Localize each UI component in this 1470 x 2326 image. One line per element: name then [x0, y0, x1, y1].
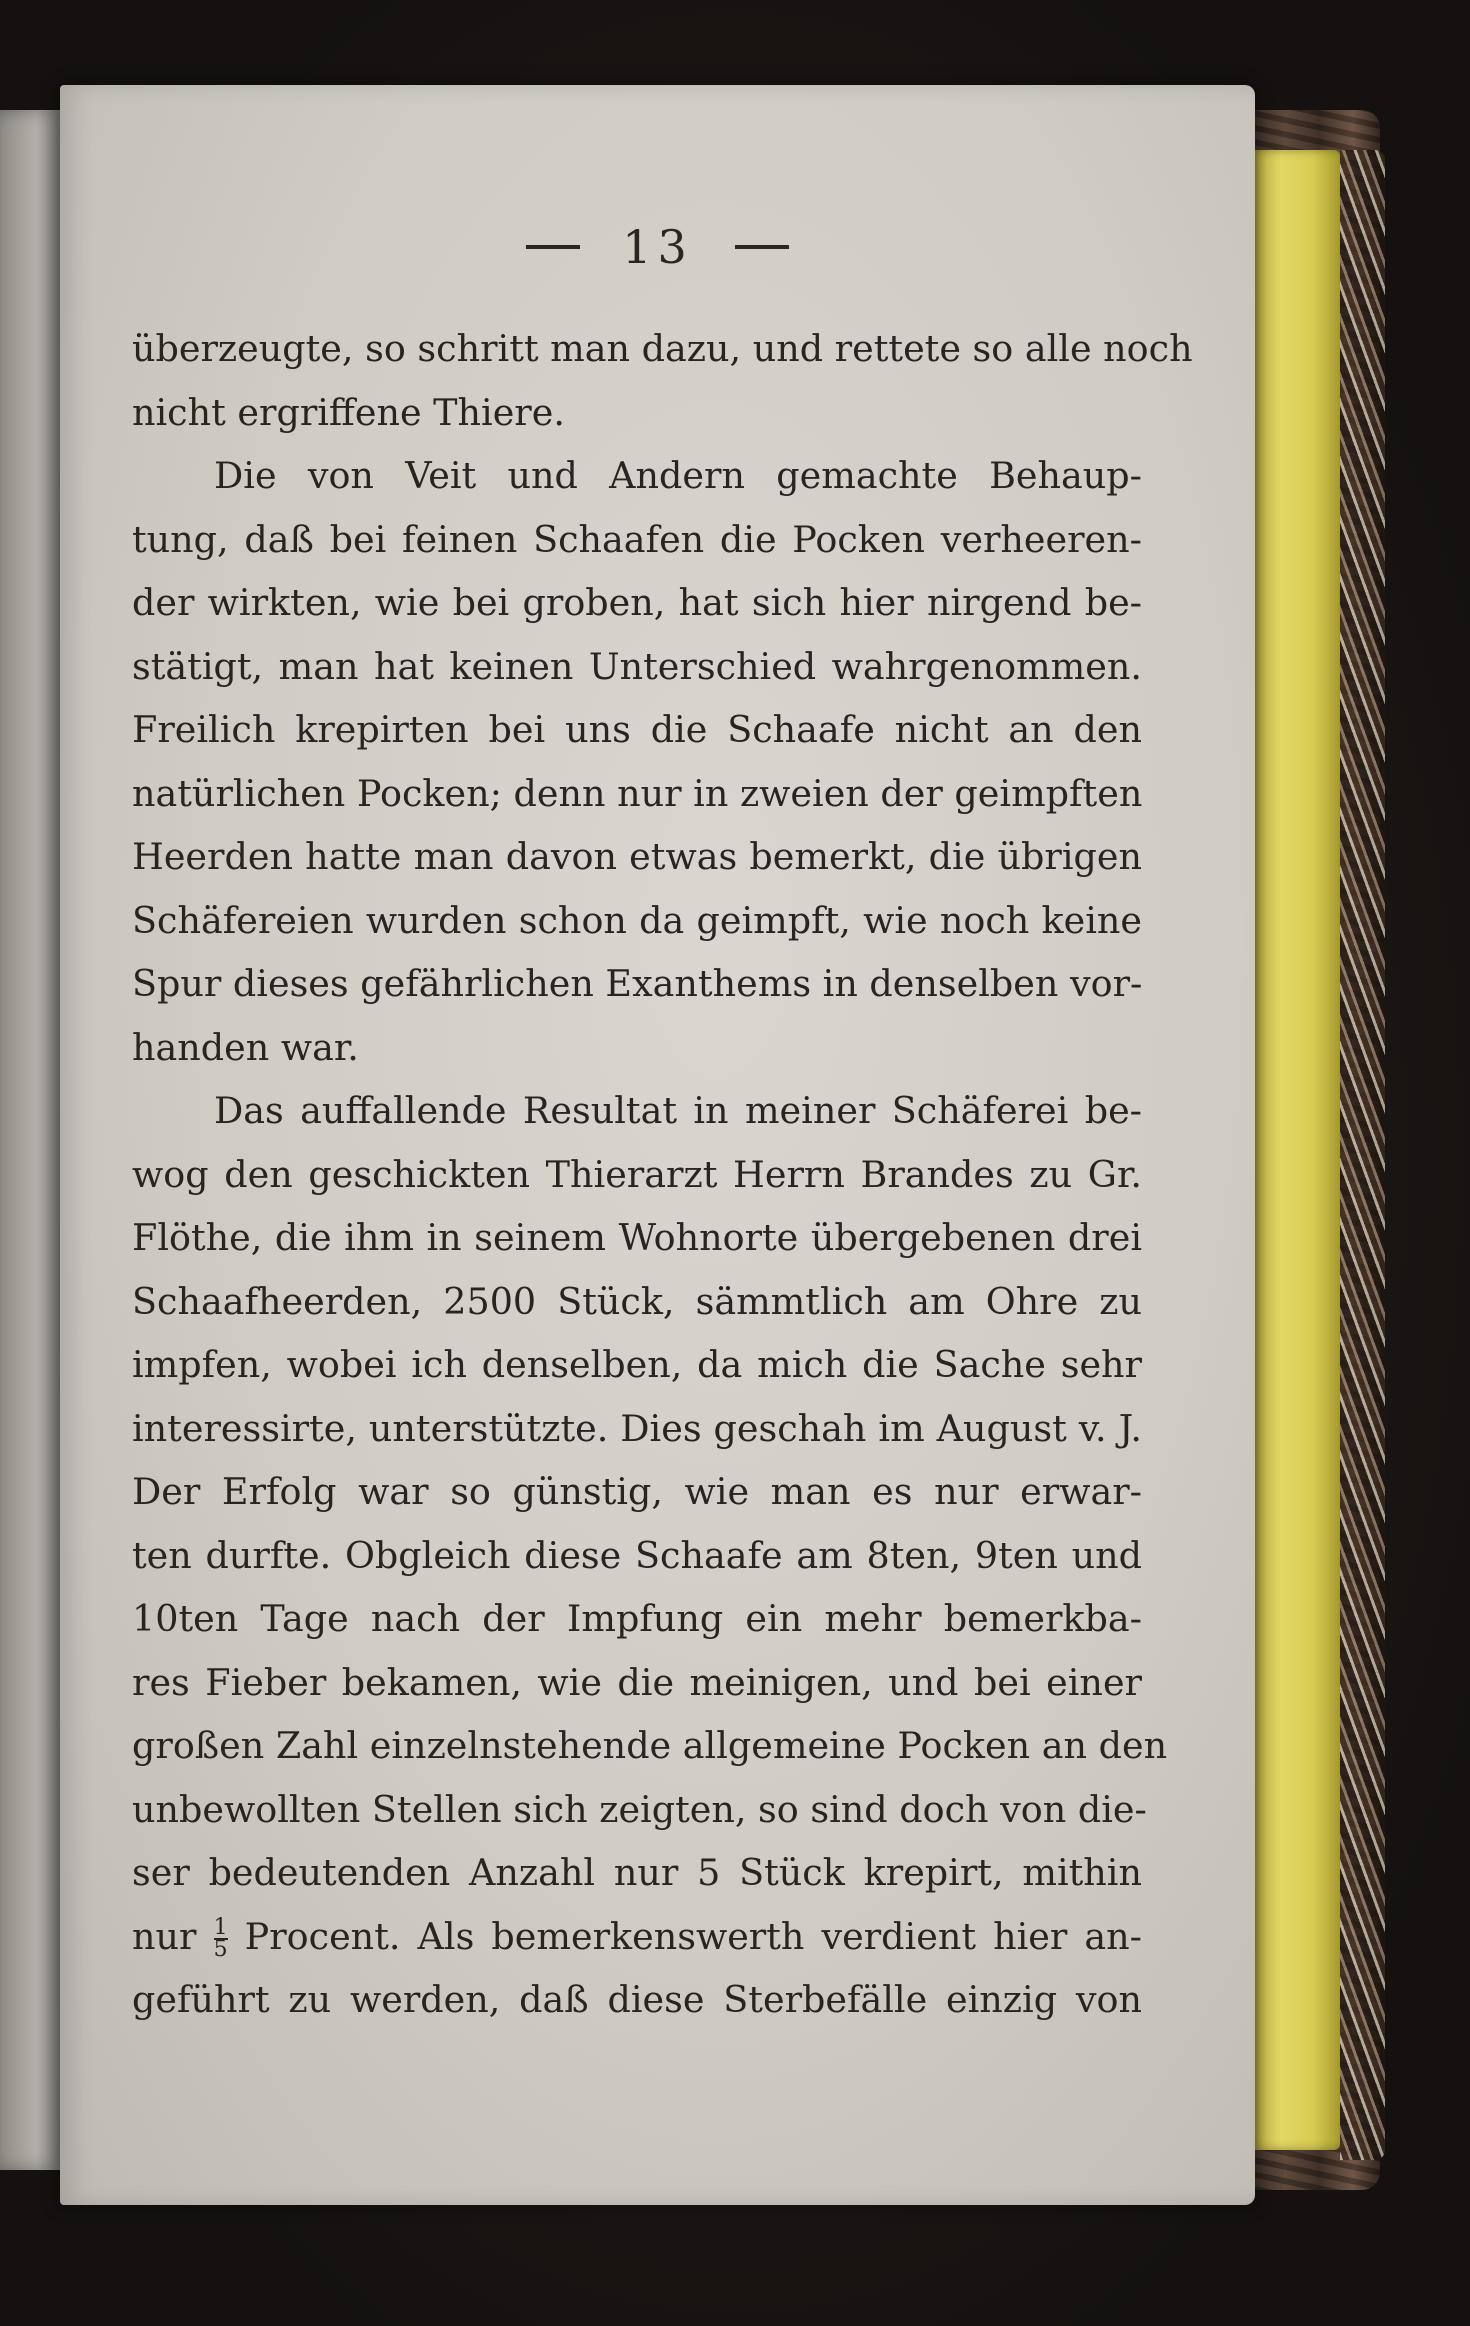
text-line: ser bedeutenden Anzahl nur 5 Stück krepirt, mithin	[132, 1851, 1142, 1894]
text-line: nicht ergriffene Thiere.	[132, 390, 565, 434]
text-line: der wirkten, wie bei groben, hat sich hier nirgend be-	[132, 581, 1142, 624]
text-line: Schäfereien wurden schon da geimpft, wie noch keine	[132, 898, 1142, 942]
text-line: Heerden hatte man davon etwas bemerkt, die übrigen	[132, 835, 1142, 878]
header-dash-left	[526, 245, 580, 249]
text-line: res Fieber bekamen, wie die meinigen, und bei einer	[132, 1660, 1142, 1704]
marbled-cover	[1340, 150, 1385, 2160]
text-line: Schaafheerden, 2500 Stück, sämmtlich am Ohre zu	[132, 1279, 1142, 1323]
text-line: impfen, wobei ich denselben, da mich die Sache sehr	[132, 1343, 1142, 1386]
text-line: tung, daß bei feinen Schaafen die Pocken verheeren-	[132, 517, 1142, 561]
text-line: ten durfte. Obgleich diese Schaafe am 8ten, 9ten und	[132, 1533, 1142, 1577]
text-line: geführt zu werden, daß diese Sterbefälle einzig von	[132, 1978, 1142, 2021]
text-line: 10ten Tage nach der Impfung ein mehr bemerkba-	[132, 1597, 1142, 1640]
text-line: stätigt, man hat keinen Unterschied wahrgenommen.	[132, 644, 1142, 688]
text-line: natürlichen Pocken; denn nur in zweien der geimpften	[132, 771, 1143, 815]
page-number: 13	[622, 220, 693, 274]
page-header	[60, 220, 1255, 274]
fraction-denominator: 5	[213, 1937, 228, 1962]
text-line: interessirte, unterstützte. Dies geschah im August v. J.	[132, 1406, 1142, 1450]
fraction-numerator: 1	[213, 1915, 228, 1940]
text-line: großen Zahl einzelnstehende allgemeine Pocken an den	[132, 1724, 1168, 1767]
text-line: Flöthe, die ihm in seinem Wohnorte übergebenen drei	[132, 1216, 1142, 1259]
text-line: Der Erfolg war so günstig, wie man es nur erwar-	[132, 1470, 1142, 1513]
book-page	[60, 85, 1255, 2205]
text-line: Spur dieses gefährlichen Exanthems in denselben vor-	[132, 962, 1143, 1005]
text-line: Das auffallende Resultat in meiner Schäferei be-	[214, 1089, 1142, 1132]
facing-page-edge	[0, 110, 60, 2170]
fraction-prefix: nur	[132, 1914, 197, 1958]
text-line-with-fraction	[132, 1905, 1142, 1969]
fraction-line-text: Procent. Als bemerkenswerth verdient hier an-	[244, 1914, 1142, 1958]
body-text	[132, 317, 1193, 2032]
fraction	[213, 1915, 228, 1962]
text-line: Freilich krepirten bei uns die Schaafe nicht an den	[132, 708, 1142, 751]
text-line: wog den geschickten Thierarzt Herrn Brandes zu Gr.	[132, 1152, 1142, 1196]
text-line: überzeugte, so schritt man dazu, und rettete so alle noch	[132, 327, 1193, 370]
text-line: unbewollten Stellen sich zeigten, so sind doch von die-	[132, 1787, 1147, 1831]
text-line: handen war.	[132, 1025, 359, 1069]
text-line: Die von Veit und Andern gemachte Behaup-	[214, 454, 1142, 497]
header-dash-right	[735, 245, 789, 249]
gilt-page-edge	[1250, 150, 1340, 2150]
